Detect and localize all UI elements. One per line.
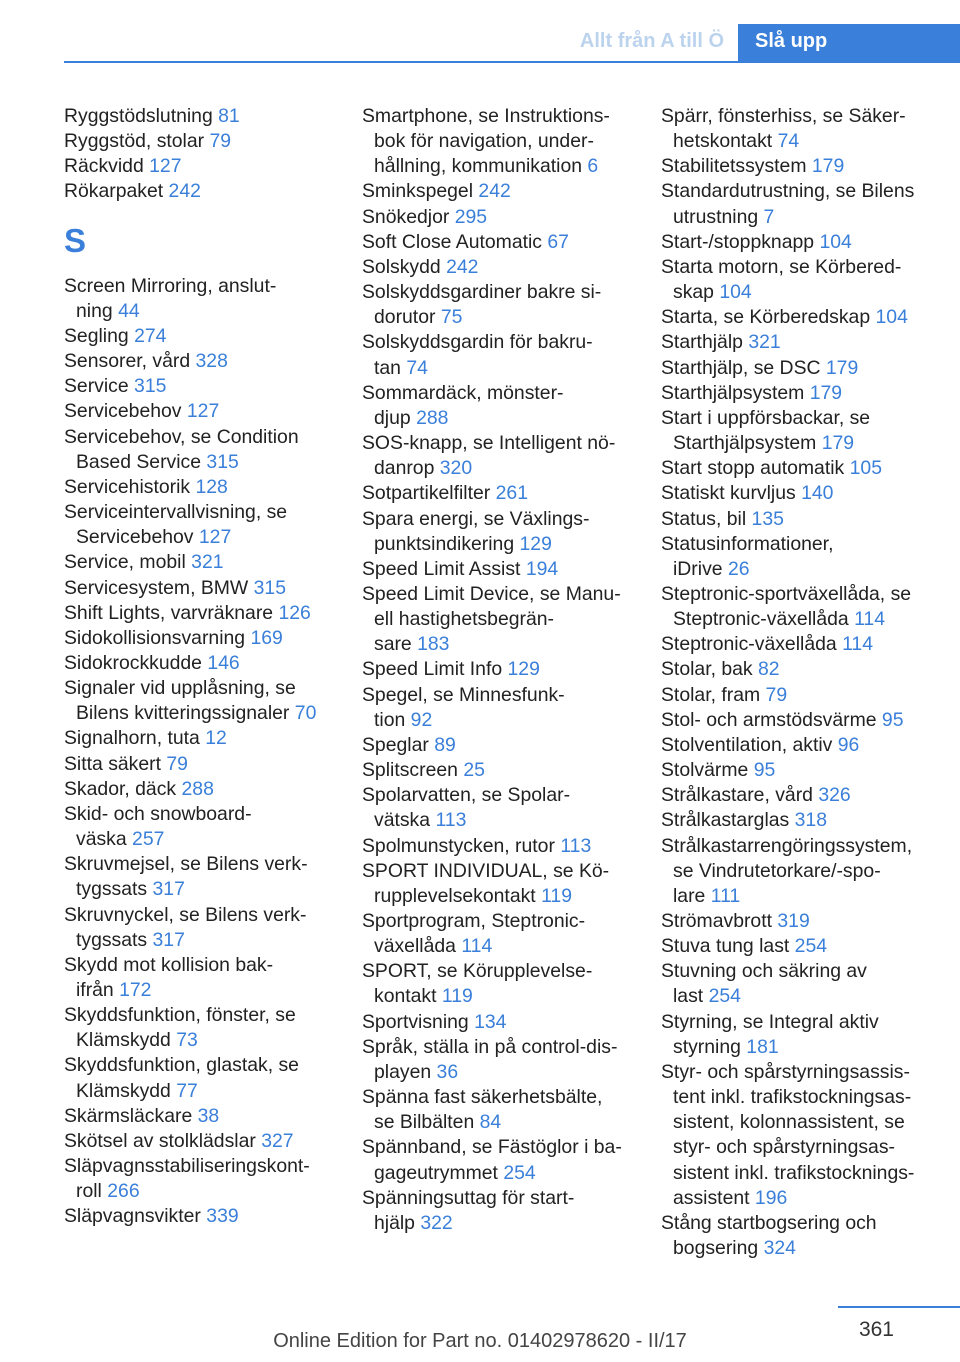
page-link[interactable]: 319 <box>777 910 810 932</box>
page-link[interactable]: 89 <box>434 733 456 756</box>
index-entry: Servicebehov 127 <box>64 400 220 423</box>
page-link[interactable]: 196 <box>754 1186 788 1209</box>
page-link[interactable]: 315 <box>206 450 239 473</box>
index-column-1 <box>64 104 344 1230</box>
index-entry: Spännband, se Fästöglor i ba‐ gageutrymmet 254 <box>362 1136 622 1184</box>
index-entry: Screen Mirroring, anslut‐ ning 44 <box>64 274 277 322</box>
index-entry: Sotpartikelfilter 261 <box>362 482 528 505</box>
index-entry: Spänningsuttag för start‐ hjälp 322 <box>362 1186 575 1234</box>
index-entry: Språk, ställa in på control-dis‐ playen 36 <box>362 1035 618 1083</box>
page-link[interactable]: 77 <box>176 1079 198 1102</box>
page-link[interactable]: 321 <box>748 331 781 354</box>
page-link[interactable]: 111 <box>710 884 741 907</box>
index-entry: Statusinformationer, iDrive 26 <box>661 532 834 580</box>
page-link[interactable]: 12 <box>205 727 227 750</box>
page-link[interactable]: 129 <box>507 658 540 681</box>
page-link[interactable]: 104 <box>875 306 908 329</box>
page-link[interactable]: 183 <box>417 633 450 656</box>
page-link[interactable]: 242 <box>478 180 511 203</box>
page-link[interactable]: 254 <box>794 935 828 958</box>
index-entry: Servicehistorik 128 <box>64 475 228 498</box>
index-entry: Segling 274 <box>64 324 167 347</box>
page-link[interactable]: 328 <box>195 350 228 373</box>
index-entry: Stuvning och säkring av last 254 <box>661 960 867 1008</box>
page-link[interactable]: 242 <box>168 180 201 203</box>
page-link[interactable]: 114 <box>854 608 885 631</box>
page-link[interactable]: 181 <box>746 1035 779 1058</box>
index-entry: Steptronic-sportväxellåda, se Steptronic-växellåda 114 <box>661 582 912 631</box>
page-link[interactable]: 84 <box>479 1111 502 1134</box>
page-link[interactable]: 96 <box>837 733 860 756</box>
index-entry: Ryggstödslutning 81 <box>64 105 240 127</box>
page-link[interactable]: 179 <box>809 381 843 404</box>
index-entry: Solskyddsgardiner bakre si‐ dorutor 75 <box>362 281 602 329</box>
index-entry: Spegel, se Minnesfunk‐ tion 92 <box>362 683 565 731</box>
index-entry: Stuva tung last 254 <box>661 935 828 958</box>
index-entry: Sidokollisionsvarning 169 <box>64 626 283 649</box>
page-number: 361 <box>858 1318 894 1341</box>
page-link[interactable]: 179 <box>825 356 859 379</box>
index-entry: Skydd mot kollision bak‐ ifrån 172 <box>64 953 274 1001</box>
page-link[interactable]: 81 <box>218 105 240 127</box>
page-link[interactable]: 128 <box>195 475 228 498</box>
page-link[interactable]: 318 <box>794 809 827 832</box>
index-entry: Rökarpaket 242 <box>64 180 201 203</box>
index-entry: Start stopp automatik 105 <box>661 457 882 480</box>
index-entry: Speed Limit Info 129 <box>362 658 540 681</box>
index-entry: Servicebehov, se Condition Based Service 315 <box>64 425 299 473</box>
index-entry: Skruvnyckel, se Bilens verk‐ tygssats 317 <box>64 903 307 951</box>
page-link[interactable]: 274 <box>134 324 167 347</box>
page-link[interactable]: 266 <box>107 1180 140 1203</box>
index-entry: Splitscreen 25 <box>362 759 485 782</box>
page-link[interactable]: 75 <box>440 306 463 329</box>
page-link[interactable]: 26 <box>727 557 750 580</box>
page-link[interactable]: 254 <box>503 1161 536 1184</box>
section-title: Allt från A till Ö <box>579 30 724 52</box>
page-link[interactable]: 36 <box>436 1060 459 1083</box>
page-link[interactable]: 104 <box>719 281 752 304</box>
index-entry: Statiskt kurvljus 140 <box>661 482 834 505</box>
index-entry: Släpvagnsvikter 339 <box>64 1205 239 1228</box>
page-link[interactable]: 38 <box>197 1104 220 1127</box>
index-entry: Spara energi, se Växlings‐ punktsindikering 129 <box>362 507 590 555</box>
page-link[interactable]: 140 <box>801 482 834 505</box>
page-link[interactable]: 339 <box>206 1205 239 1228</box>
index-entry: Start i uppförsbackar, se Starthjälpsystem 179 <box>661 406 871 455</box>
page-link[interactable]: 134 <box>474 1010 507 1033</box>
index-entry: Solskydd 242 <box>362 255 479 278</box>
page-link[interactable]: 317 <box>152 928 185 951</box>
index-entry: Service 315 <box>64 375 167 398</box>
index-entry: Signaler vid upplåsning, se Bilens kvitteringssignaler 70 <box>64 677 317 725</box>
index-entry: Sportvisning 134 <box>362 1010 507 1033</box>
page-link[interactable]: 82 <box>758 658 780 681</box>
index-column-3 <box>661 104 951 1261</box>
index-entry: Stång startbogsering och bogsering 324 <box>661 1211 877 1260</box>
index-entry: Steptronic-växellåda 114 <box>661 633 873 656</box>
page-link[interactable]: 113 <box>435 809 467 832</box>
index-entry: Sensorer, vård 328 <box>64 350 228 373</box>
page-link[interactable]: 79 <box>765 683 788 706</box>
index-entry: Skärmsläckare 38 <box>64 1104 220 1127</box>
index-entry: Skyddsfunktion, fönster, se Klämskydd 73 <box>64 1004 296 1052</box>
page-link[interactable]: 105 <box>849 457 882 480</box>
index-entry: Starthjälp, se DSC 179 <box>661 356 859 379</box>
page-link[interactable]: 322 <box>420 1211 453 1234</box>
page-link[interactable]: 320 <box>439 457 473 480</box>
page-link[interactable]: 321 <box>191 551 224 574</box>
index-entry: Signalhorn, tuta 12 <box>64 727 227 750</box>
index-entry: Serviceintervallvisning, se Servicebehov 127 <box>64 501 288 549</box>
index-entry: Skid- och snowboard‐ väska 257 <box>64 802 252 851</box>
page-link[interactable]: 92 <box>410 708 433 731</box>
page-link[interactable]: 315 <box>134 375 167 398</box>
page-link[interactable]: 127 <box>149 155 182 178</box>
page-link[interactable]: 25 <box>463 759 485 782</box>
page-link[interactable]: 74 <box>406 356 428 379</box>
index-entry: Status, bil 135 <box>661 507 784 530</box>
page-link[interactable]: 95 <box>881 708 904 731</box>
page-link[interactable]: 257 <box>132 828 165 851</box>
page-link[interactable]: 179 <box>811 155 845 178</box>
index-entry: Stolar, bak 82 <box>661 658 780 681</box>
page-link[interactable]: 79 <box>166 752 188 775</box>
index-entry: Soft Close Automatic 67 <box>362 230 569 253</box>
index-entry: Strålkastare, vård 326 <box>661 784 851 807</box>
page-link[interactable]: 127 <box>198 526 232 549</box>
page-link[interactable]: 74 <box>777 130 800 153</box>
page-link[interactable]: 104 <box>819 230 852 253</box>
index-entry: Skyddsfunktion, glastak, se Klämskydd 77 <box>64 1054 299 1102</box>
index-entry: Starta motorn, se Körbered‐ skap 104 <box>661 255 902 304</box>
page-link[interactable]: 295 <box>454 205 488 228</box>
index-column-2 <box>362 104 644 1236</box>
index-entry: Spolmunstycken, rutor 113 <box>362 834 592 857</box>
index-entry: Spolarvatten, se Spolar‐ vätska 113 <box>362 784 571 832</box>
page-link[interactable]: 6 <box>587 155 599 178</box>
page-link[interactable]: 288 <box>181 777 214 800</box>
index-entry: Solskyddsgardin för bakru‐ tan 74 <box>362 331 593 379</box>
index-entry: Stolvärme 95 <box>661 759 776 782</box>
page-link[interactable]: 242 <box>446 255 479 278</box>
page-link[interactable]: 194 <box>525 557 559 580</box>
section-letter: S <box>64 221 87 259</box>
index-entry: Shift Lights, varvräknare 126 <box>64 601 311 624</box>
page-link[interactable]: 288 <box>416 406 449 429</box>
index-entry: Släpvagnsstabiliseringskont‐ roll 266 <box>64 1155 310 1203</box>
index-entry: Styrning, se Integral aktiv styrning 181 <box>661 1010 879 1058</box>
index-entry: Speed Limit Device, se Manu‐ ell hastighetsbegrän‐ sare 183 <box>362 582 621 656</box>
index-entry: Sitta säkert 79 <box>64 752 188 775</box>
index-entry: Starta, se Körberedskap 104 <box>661 306 908 329</box>
page-link[interactable]: 114 <box>842 633 873 656</box>
index-entry: Skötsel av stolklädslar 327 <box>64 1129 294 1152</box>
index-entry: Stolventilation, aktiv 96 <box>661 733 860 756</box>
page-link[interactable]: 44 <box>118 299 140 322</box>
footer-rule <box>838 1306 960 1308</box>
index-entry: Strömavbrott 319 <box>661 910 810 932</box>
page-link[interactable]: 79 <box>209 130 232 153</box>
page-link[interactable]: 126 <box>278 601 311 624</box>
page-link[interactable]: 327 <box>261 1129 294 1152</box>
page-link[interactable]: 315 <box>253 576 286 599</box>
index-entry: Styr- och spårstyrningsassis‐ tent inkl. trafikstockningsas‐ sistent, kolonnassistent, se styr- och spårstyrningsas‐ sistent inkl. trafikstocknings‐ assistent 196 <box>661 1060 915 1209</box>
index-entry: Service, mobil 321 <box>64 551 224 574</box>
index-entry: Servicesystem, BMW 315 <box>64 576 286 599</box>
index-entry: Skruvmejsel, se Bilens verk‐ tygssats 317 <box>64 853 308 901</box>
index-entry: Strålkastarglas 318 <box>661 809 827 832</box>
index-entry: Sidokrockkudde 146 <box>64 651 240 674</box>
page-link[interactable]: 317 <box>152 878 185 901</box>
page-link[interactable]: 113 <box>560 834 592 857</box>
page-link[interactable]: 95 <box>753 759 776 782</box>
index-entry: SPORT, se Körupplevelse‐ kontakt 119 <box>362 960 593 1008</box>
page-link[interactable]: 172 <box>119 979 152 1001</box>
page-link[interactable]: 119 <box>541 884 572 907</box>
index-entry: Speed Limit Assist 194 <box>362 557 559 580</box>
index-entry: Stol- och armstödsvärme 95 <box>661 708 904 731</box>
index-entry: Stolar, fram 79 <box>661 683 788 706</box>
page-link[interactable]: 261 <box>495 482 528 505</box>
index-entry: Räckvidd 127 <box>64 155 182 178</box>
index-entry: Stabilitetssystem 179 <box>661 155 845 178</box>
page-link[interactable]: 254 <box>708 985 741 1008</box>
page-link[interactable]: 73 <box>176 1029 198 1052</box>
page-link[interactable]: 135 <box>751 507 784 530</box>
index-entry: Snökedjor 295 <box>362 205 488 228</box>
index-entry: Speglar 89 <box>362 733 456 756</box>
index-entry: Skador, däck 288 <box>64 777 214 800</box>
index-entry: Starthjälpsystem 179 <box>661 381 843 404</box>
index-entry: Ryggstöd, stolar 79 <box>64 130 232 153</box>
tab-lookup[interactable]: Slå upp <box>738 24 960 63</box>
index-entry: Starthjälp 321 <box>661 331 781 354</box>
footer-edition: Online Edition for Part no. 01402978620 - II/17 <box>273 1330 687 1352</box>
index-entry: Strålkastarrengöringssystem, se Vindrutetorkare/-spo‐ lare 111 <box>661 834 913 907</box>
page-link[interactable]: 7 <box>763 205 775 228</box>
page-link[interactable]: 129 <box>519 532 552 555</box>
index-entry: Sminkspegel 242 <box>362 180 511 203</box>
page-link[interactable]: 169 <box>250 626 283 649</box>
page-link[interactable]: 179 <box>821 432 855 455</box>
index-entry: SOS-knapp, se Intelligent nö‐ danrop 320 <box>362 432 616 480</box>
index-entry: Sportprogram, Steptronic- växellåda 114 <box>362 910 586 958</box>
index-entry: Start-/stoppknapp 104 <box>661 230 852 253</box>
index-entry: Smartphone, se Instruktions‐ bok för navigation, under‐ hållning, kommunikation 6 <box>362 105 610 178</box>
index-entry: SPORT INDIVIDUAL, se Kö‐ rupplevelsekontakt 119 <box>362 859 610 907</box>
index-entry: Spänna fast säkerhetsbälte, se Bilbälten 84 <box>362 1086 603 1134</box>
page-link[interactable]: 324 <box>763 1237 796 1260</box>
page-link[interactable]: 67 <box>547 230 569 253</box>
page-link[interactable]: 146 <box>207 651 240 674</box>
page-link[interactable]: 119 <box>441 985 473 1008</box>
index-entry: Standardutrustning, se Bilens utrustning 7 <box>661 180 915 228</box>
page-link[interactable]: 326 <box>818 784 851 807</box>
index-entry: Spärr, fönsterhiss, se Säker‐ hetskontakt 74 <box>661 105 906 153</box>
index-entry: Sommardäck, mönster‐ djup 288 <box>362 381 564 429</box>
page-link[interactable]: 70 <box>294 702 317 725</box>
page-link[interactable]: 127 <box>186 400 220 423</box>
page-link[interactable]: 114 <box>461 935 493 958</box>
